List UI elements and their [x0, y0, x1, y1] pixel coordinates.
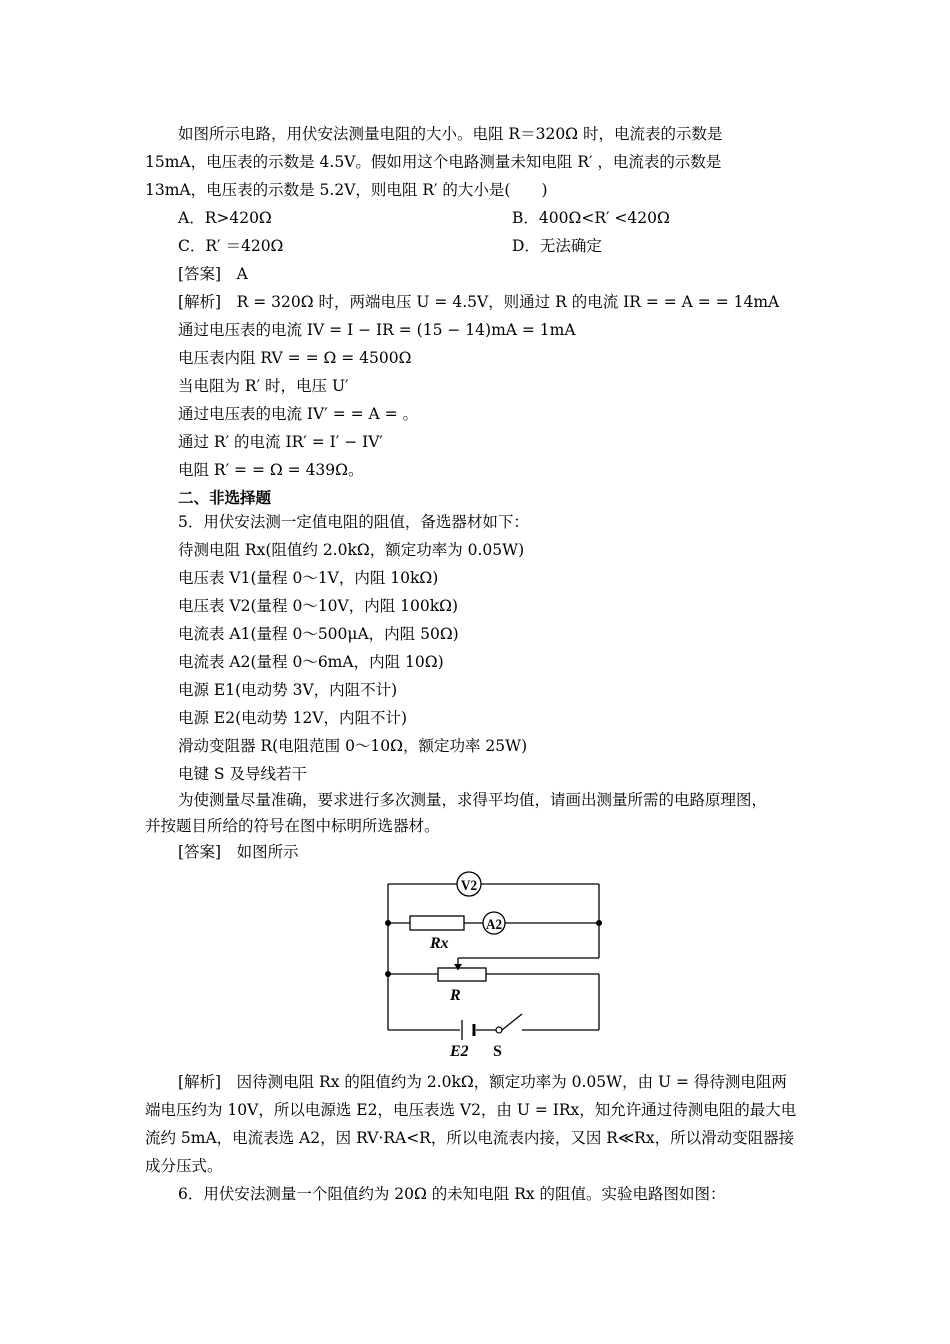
analysis-tag: [解析] [178, 1073, 222, 1091]
q5-stem: 5．用伏安法测一定值电阻的阻值，备选器材如下： [178, 513, 529, 531]
circuit-diagram [380, 868, 610, 1068]
q4-option-d: D．无法确定 [512, 237, 602, 255]
q4-stem-line-2: 15mA，电压表的示数是 4.5V。假如用这个电路测量未知电阻 R′ ，电流表的示数是 [145, 153, 722, 171]
q4-stem-line-3: 13mA，电压表的示数是 5.2V，则电阻 R′ 的大小是( ) [145, 181, 548, 199]
q5-item: 电压表 V1(量程 0～1V，内阻 10kΩ) [178, 569, 439, 587]
rheostat [438, 968, 486, 981]
q5-item: 待测电阻 Rx(阻值约 2.0kΩ，额定功率为 0.05W) [178, 541, 525, 559]
answer-tag: [答案] [178, 843, 222, 861]
ammeter-label: A2 [486, 917, 502, 933]
q5-analysis-line-1 [178, 1072, 787, 1092]
q5-item: 电流表 A2(量程 0～6mA，内阻 10Ω) [178, 653, 444, 671]
junction-dot [385, 920, 391, 926]
switch-label: S [493, 1043, 502, 1060]
q4-analysis-line-3: 电压表内阻 RV = = Ω = 4500Ω [178, 349, 412, 367]
q5-analysis-line-3: 流约 5mA，电流表选 A2，因 RV·RA<R，所以电流表内接，又因 R≪Rx，所以滑动变阻器接 [145, 1129, 795, 1147]
q5-item: 电源 E2(电动势 12V，内阻不计) [178, 709, 408, 727]
q5-item: 电键 S 及导线若干 [178, 765, 307, 783]
q5-analysis-line-2: 端电压约为 10V，所以电源选 E2，电压表选 V2，由 U = IRx，知允许通过待测电阻的最大电 [145, 1101, 797, 1119]
q5-item: 电压表 V2(量程 0～10V，内阻 100kΩ) [178, 597, 459, 615]
voltmeter-label: V2 [461, 878, 477, 894]
q5-answer-row [178, 842, 299, 862]
q4-analysis-line-5: 通过电压表的电流 IV′ = = A = 。 [178, 405, 419, 423]
rheostat-label: R [450, 987, 461, 1004]
q4-option-a: A．R>420Ω [178, 209, 272, 227]
q5-requirement-line-2: 并按题目所给的符号在图中标明所选器材。 [145, 817, 440, 835]
q4-analysis-line-2: 通过电压表的电流 IV = I − IR = (15 − 14)mA = 1mA [178, 321, 576, 339]
q5-item: 电流表 A1(量程 0～500μA，内阻 50Ω) [178, 625, 459, 643]
q4-analysis-text-1: R = 320Ω 时，两端电压 U = 4.5V，则通过 R 的电流 IR = = A = = 14mA [236, 293, 780, 311]
q5-analysis-text-1: 因待测电阻 Rx 的阻值约为 2.0kΩ，额定功率为 0.05W，由 U = 得待测电阻两 [236, 1073, 787, 1091]
analysis-tag: [解析] [178, 293, 222, 311]
q4-stem-line-1: 如图所示电路，用伏安法测量电阻的大小。电阻 R＝320Ω 时，电流表的示数是 [178, 125, 723, 143]
battery-label: E2 [450, 1043, 469, 1060]
switch-contact [496, 1027, 502, 1033]
q6-stem: 6．用伏安法测量一个阻值约为 20Ω 的未知电阻 Rx 的阻值。实验电路图如图： [178, 1185, 726, 1203]
section-title: 二、非选择题 [178, 488, 272, 507]
slider-arrow [454, 964, 462, 970]
q5-requirement-line-1: 为使测量尽量准确，要求进行多次测量，求得平均值，请画出测量所需的电路原理图， [178, 791, 768, 809]
junction-dot [596, 920, 602, 926]
q4-option-b: B．400Ω<R′ <420Ω [512, 209, 670, 227]
q4-analysis-line-1 [178, 292, 779, 312]
rx-resistor [410, 916, 464, 930]
rx-label: Rx [430, 935, 449, 952]
q4-analysis-line-4: 当电阻为 R′ 时，电压 U′ [178, 377, 349, 395]
answer-tag: [答案] [178, 265, 222, 283]
q5-answer-value: 如图所示 [236, 843, 299, 861]
q4-option-c: C．R′ ＝420Ω [178, 237, 284, 255]
q5-item: 电源 E1(电动势 3V，内阻不计) [178, 681, 398, 699]
q4-analysis-line-7: 电阻 R′ = = Ω = 439Ω。 [178, 461, 364, 479]
q4-analysis-line-6: 通过 R′ 的电流 IR′ = I′ − IV′ [178, 433, 383, 451]
switch-blade [502, 1014, 522, 1030]
q4-answer-value: A [236, 265, 248, 283]
q4-answer-row [178, 264, 248, 284]
junction-dot [385, 971, 391, 977]
q5-analysis-line-4: 成分压式。 [145, 1157, 223, 1175]
q5-item: 滑动变阻器 R(电阻范围 0～10Ω，额定功率 25W) [178, 737, 528, 755]
